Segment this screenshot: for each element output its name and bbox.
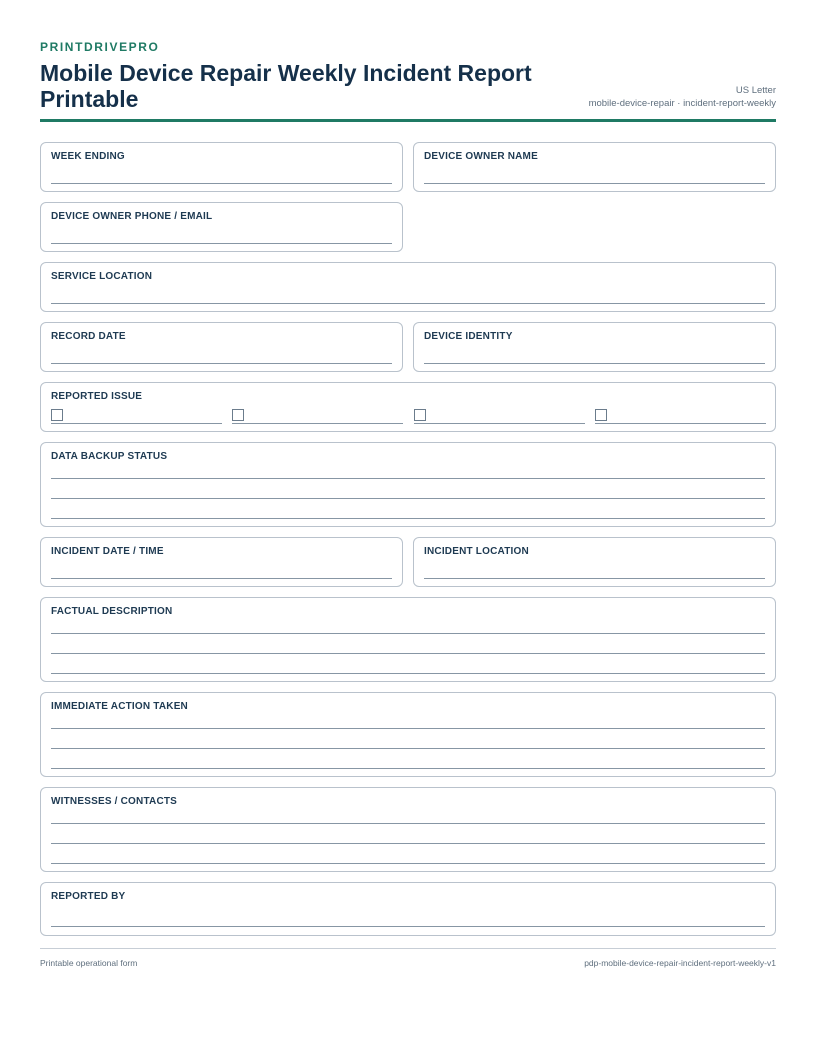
form-tags: mobile-device-repair · incident-report-weekly bbox=[588, 98, 776, 109]
field-label: SERVICE LOCATION bbox=[51, 271, 153, 282]
device-owner-contact-field[interactable] bbox=[40, 202, 403, 252]
service-location-field[interactable] bbox=[40, 262, 776, 312]
write-line[interactable] bbox=[51, 518, 765, 519]
write-line[interactable] bbox=[51, 823, 765, 824]
device-identity-field[interactable] bbox=[413, 322, 776, 372]
form-id: pdp-mobile-device-repair-incident-report-weekly-v1 bbox=[584, 958, 776, 968]
write-line[interactable] bbox=[51, 728, 765, 729]
field-label: FACTUAL DESCRIPTION bbox=[51, 606, 173, 617]
write-line[interactable] bbox=[51, 843, 765, 844]
week-ending-field[interactable] bbox=[40, 142, 403, 192]
checkbox[interactable] bbox=[595, 409, 607, 421]
field-label: DATA BACKUP STATUS bbox=[51, 451, 168, 462]
field-label: WITNESSES / CONTACTS bbox=[51, 796, 178, 807]
checkbox[interactable] bbox=[414, 409, 426, 421]
field-label: INCIDENT LOCATION bbox=[424, 546, 529, 557]
incident-location-field[interactable] bbox=[413, 537, 776, 587]
write-line[interactable] bbox=[51, 423, 222, 424]
write-line[interactable] bbox=[51, 633, 765, 634]
page-meta bbox=[589, 84, 776, 110]
paper-size: US Letter bbox=[735, 85, 776, 96]
immediate-action-field[interactable] bbox=[40, 692, 776, 777]
reported-by-field[interactable] bbox=[40, 882, 776, 936]
issue-option-4[interactable] bbox=[595, 409, 766, 425]
write-line[interactable] bbox=[51, 578, 392, 579]
write-line[interactable] bbox=[51, 926, 765, 927]
data-backup-status-field[interactable] bbox=[40, 442, 776, 527]
page-footer bbox=[40, 948, 776, 968]
brand-logo-text: PRINTDRIVEPRO bbox=[40, 40, 160, 54]
field-label: REPORTED BY bbox=[51, 891, 126, 902]
issue-option-2[interactable] bbox=[232, 409, 403, 425]
checkbox[interactable] bbox=[232, 409, 244, 421]
write-line[interactable] bbox=[595, 423, 766, 424]
issue-option-3[interactable] bbox=[414, 409, 585, 425]
factual-description-field[interactable] bbox=[40, 597, 776, 682]
field-label: DEVICE OWNER PHONE / EMAIL bbox=[51, 211, 213, 222]
field-label: REPORTED ISSUE bbox=[51, 391, 143, 402]
device-owner-name-field[interactable] bbox=[413, 142, 776, 192]
page-title: Mobile Device Repair Weekly Incident Report Printable bbox=[40, 60, 532, 112]
write-line[interactable] bbox=[51, 498, 765, 499]
footer-label: Printable operational form bbox=[40, 958, 138, 968]
witnesses-field[interactable] bbox=[40, 787, 776, 872]
field-label: IMMEDIATE ACTION TAKEN bbox=[51, 701, 188, 712]
page-header bbox=[40, 40, 776, 122]
write-line[interactable] bbox=[414, 423, 585, 424]
field-label: DEVICE IDENTITY bbox=[424, 331, 513, 342]
write-line[interactable] bbox=[51, 673, 765, 674]
checkbox[interactable] bbox=[51, 409, 63, 421]
write-line[interactable] bbox=[51, 363, 392, 364]
write-line[interactable] bbox=[51, 243, 392, 244]
field-label: RECORD DATE bbox=[51, 331, 126, 342]
write-line[interactable] bbox=[51, 653, 765, 654]
incident-datetime-field[interactable] bbox=[40, 537, 403, 587]
write-line[interactable] bbox=[51, 303, 765, 304]
write-line[interactable] bbox=[51, 748, 765, 749]
reported-issue-field bbox=[40, 382, 776, 432]
write-line[interactable] bbox=[424, 363, 765, 364]
write-line[interactable] bbox=[424, 183, 765, 184]
field-label: WEEK ENDING bbox=[51, 151, 125, 162]
write-line[interactable] bbox=[51, 863, 765, 864]
write-line[interactable] bbox=[51, 768, 765, 769]
issue-option-1[interactable] bbox=[51, 409, 222, 425]
field-label: DEVICE OWNER NAME bbox=[424, 151, 538, 162]
write-line[interactable] bbox=[232, 423, 403, 424]
field-label: INCIDENT DATE / TIME bbox=[51, 546, 164, 557]
record-date-field[interactable] bbox=[40, 322, 403, 372]
form-page bbox=[40, 40, 776, 122]
write-line[interactable] bbox=[424, 578, 765, 579]
write-line[interactable] bbox=[51, 183, 392, 184]
write-line[interactable] bbox=[51, 478, 765, 479]
